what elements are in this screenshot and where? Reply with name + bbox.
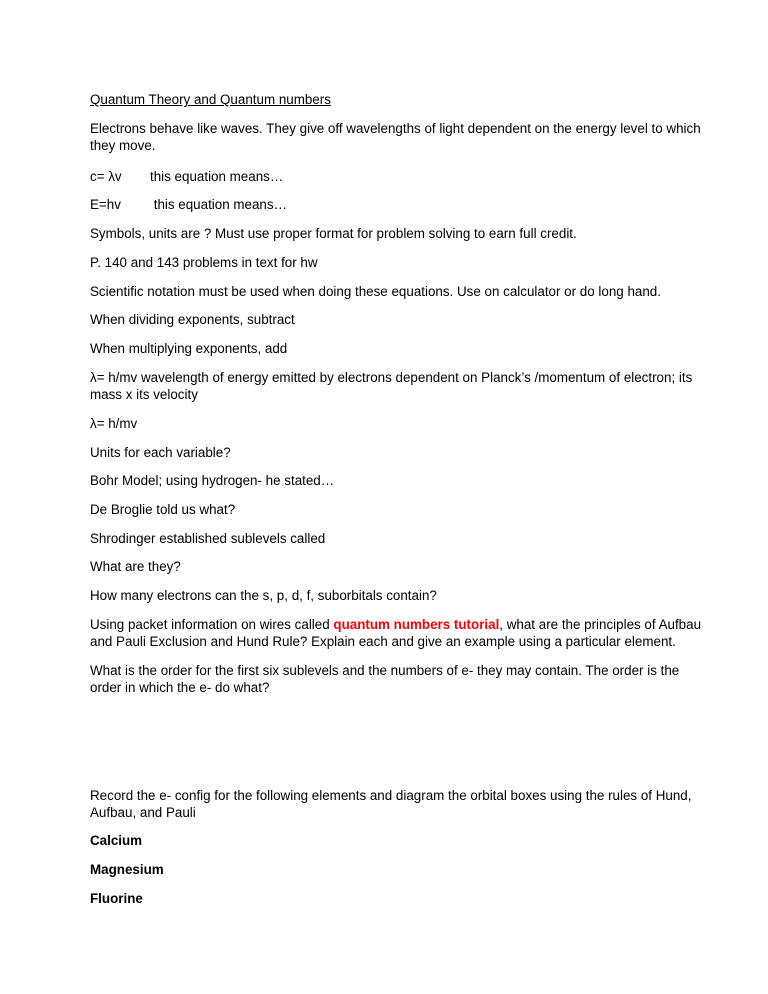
equation-c-lambda-v: [90, 168, 690, 186]
record-line-1: Record the e- config for the following elements and diagram the orbital boxes using the rules of Hund,: [90, 788, 692, 803]
dividing-line: When dividing exponents, subtract: [90, 312, 295, 327]
equation-lhs: E=hv: [90, 197, 121, 212]
quantum-numbers-tutorial-link[interactable]: quantum numbers tutorial: [333, 617, 500, 632]
lambda-definition-line-1: λ= h/mv wavelength of energy emitted by electrons dependent on Planck’s /momentum of electron; its: [90, 370, 693, 385]
page-title: Quantum Theory and Quantum numbers: [90, 92, 331, 107]
shrodinger-line: Shrodinger established sublevels called: [90, 531, 326, 546]
homework-line: P. 140 and 143 problems in text for hw: [90, 255, 318, 270]
packet-text-post: , what are the principles of Aufbau: [499, 617, 702, 632]
lambda-equation: λ= h/mv: [90, 416, 138, 431]
debroglie-line: De Broglie told us what?: [90, 502, 236, 517]
scientific-notation-line: Scientific notation must be used when doing these equations. Use on calculator or do long hand.: [90, 284, 661, 299]
equation-e-hv: [90, 196, 690, 214]
element-magnesium: Magnesium: [90, 862, 164, 877]
order-question-line-1: What is the order for the first six sublevels and the numbers of e- they may contain. The order is the: [90, 663, 680, 678]
lambda-definition-line-2: mass x its velocity: [90, 387, 198, 402]
intro-line-2: they move.: [90, 138, 156, 153]
packet-line-1: [90, 616, 702, 634]
what-are-they-line: What are they?: [90, 559, 181, 574]
equation-note: this equation means…: [150, 197, 287, 212]
units-question: Units for each variable?: [90, 445, 231, 460]
symbols-line: Symbols, units are ? Must use proper format for problem solving to earn full credit.: [90, 226, 577, 241]
how-many-electrons-line: How many electrons can the s, p, d, f, suborbitals contain?: [90, 588, 437, 603]
element-fluorine: Fluorine: [90, 891, 143, 906]
packet-line-2: and Pauli Exclusion and Hund Rule? Explain each and give an example using a particular element.: [90, 634, 676, 649]
element-calcium: Calcium: [90, 833, 143, 848]
equation-note: this equation means…: [150, 169, 284, 184]
intro-line-1: Electrons behave like waves. They give off wavelengths of light dependent on the energy level to which: [90, 121, 701, 136]
packet-text-pre: Using packet information on wires called: [90, 617, 334, 632]
bohr-line: Bohr Model; using hydrogen- he stated…: [90, 473, 335, 488]
order-question-line-2: order in which the e- do what?: [90, 680, 270, 695]
record-line-2: Aufbau, and Pauli: [90, 805, 196, 820]
multiplying-line: When multiplying exponents, add: [90, 341, 288, 356]
equation-lhs: c= λv: [90, 169, 122, 184]
